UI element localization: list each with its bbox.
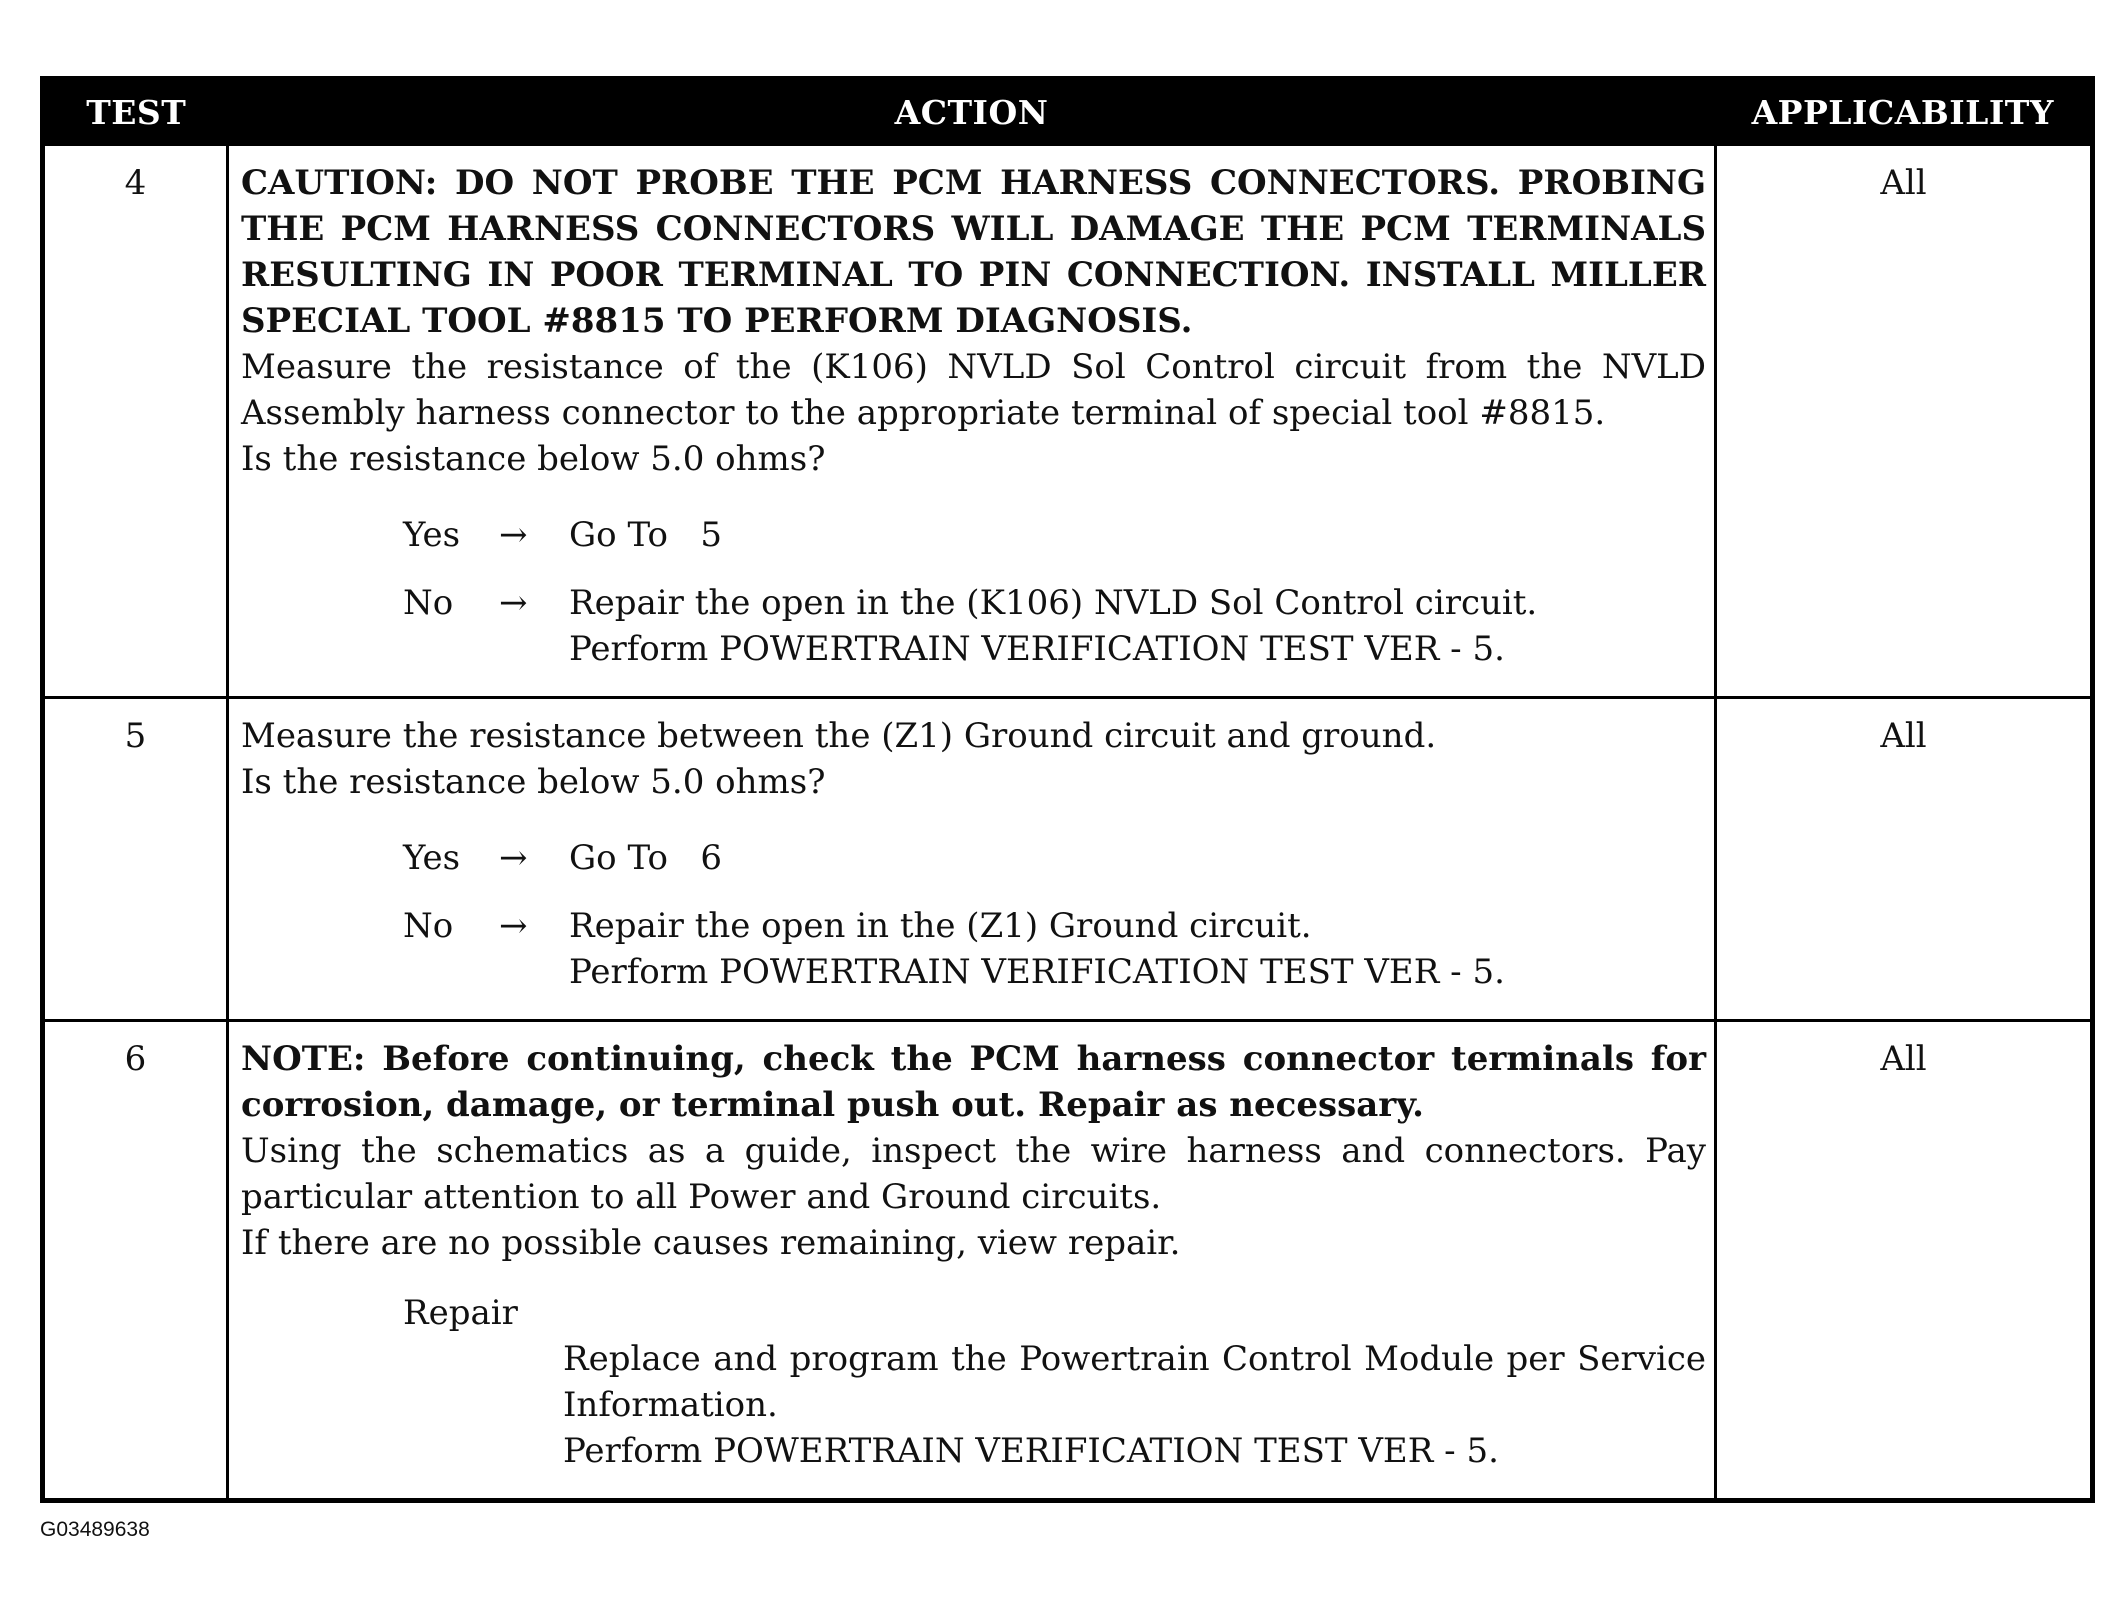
test-number: 4 [43, 145, 228, 698]
right-arrow-icon: → [499, 583, 528, 623]
table-row [43, 698, 2093, 1021]
test-number: 5 [43, 698, 228, 1021]
no-label: No [403, 583, 454, 623]
no-action [569, 580, 1706, 672]
yes-action: Go To 5 [569, 515, 722, 555]
yes-label: Yes [403, 515, 461, 555]
header-test: TEST [43, 79, 228, 145]
instruction-text: Using the schematics as a guide, inspect the wire harness and connectors. Pay particular attention to all Power and Ground circuits. [241, 1131, 1706, 1217]
table-row [43, 1021, 2093, 1501]
right-arrow-icon: → [499, 906, 528, 946]
header-action: ACTION [228, 79, 1716, 145]
no-result [403, 903, 1706, 995]
no-action-line: Repair the open in the (Z1) Ground circuit. [569, 906, 1312, 946]
no-result [403, 580, 1706, 672]
action-cell [228, 145, 1716, 698]
no-action-line: Perform POWERTRAIN VERIFICATION TEST VER - 5. [569, 629, 1505, 669]
diagnostic-test-table [40, 76, 2095, 1503]
no-label: No [403, 906, 454, 946]
no-action-line: Perform POWERTRAIN VERIFICATION TEST VER - 5. [569, 952, 1505, 992]
instruction-text: Measure the resistance of the (K106) NVLD Sol Control circuit from the NVLD Assembly harness connector to the appropriate terminal of special tool #8815. [241, 347, 1706, 433]
applicability-value: All [1716, 1021, 2093, 1501]
test-number: 6 [43, 1021, 228, 1501]
figure-code: G03489638 [40, 1518, 150, 1541]
question-text: Is the resistance below 5.0 ohms? [241, 439, 826, 479]
yes-result [403, 835, 1706, 881]
right-arrow-icon: → [499, 838, 528, 878]
yes-label: Yes [403, 838, 461, 878]
question-text: If there are no possible causes remaining, view repair. [241, 1223, 1181, 1263]
applicability-value: All [1716, 698, 2093, 1021]
repair-action-line: Replace and program the Powertrain Control Module per Service Information. [563, 1339, 1706, 1425]
yes-result [403, 512, 1706, 558]
note-text: NOTE: Before continuing, check the PCM harness connector terminals for corrosion, damage, or terminal push out. Repair as necessary. [241, 1039, 1706, 1125]
yes-action: Go To 6 [569, 838, 722, 878]
table-row [43, 145, 2093, 698]
repair-label: Repair [403, 1293, 518, 1333]
applicability-value: All [1716, 145, 2093, 698]
repair-block [403, 1290, 1706, 1474]
instruction-text: Measure the resistance between the (Z1) Ground circuit and ground. [241, 716, 1437, 756]
repair-action [563, 1336, 1706, 1474]
no-action-line: Repair the open in the (K106) NVLD Sol Control circuit. [569, 583, 1538, 623]
no-action [569, 903, 1706, 995]
action-cell [228, 698, 1716, 1021]
action-cell [228, 1021, 1716, 1501]
caution-text: CAUTION: DO NOT PROBE THE PCM HARNESS CONNECTORS. PROBING THE PCM HARNESS CONNECTORS WILL DAMAGE THE PCM TERMINALS RESULTING IN POOR TERMINAL TO PIN CONNECTION. INSTALL MILLER SPECIAL TOOL #8815 TO PERFORM DIAGNOSIS. [241, 163, 1706, 341]
repair-action-line: Perform POWERTRAIN VERIFICATION TEST VER - 5. [563, 1431, 1499, 1471]
header-applicability: APPLICABILITY [1716, 79, 2093, 145]
table-header-row [43, 79, 2093, 145]
right-arrow-icon: → [499, 515, 528, 555]
question-text: Is the resistance below 5.0 ohms? [241, 762, 826, 802]
